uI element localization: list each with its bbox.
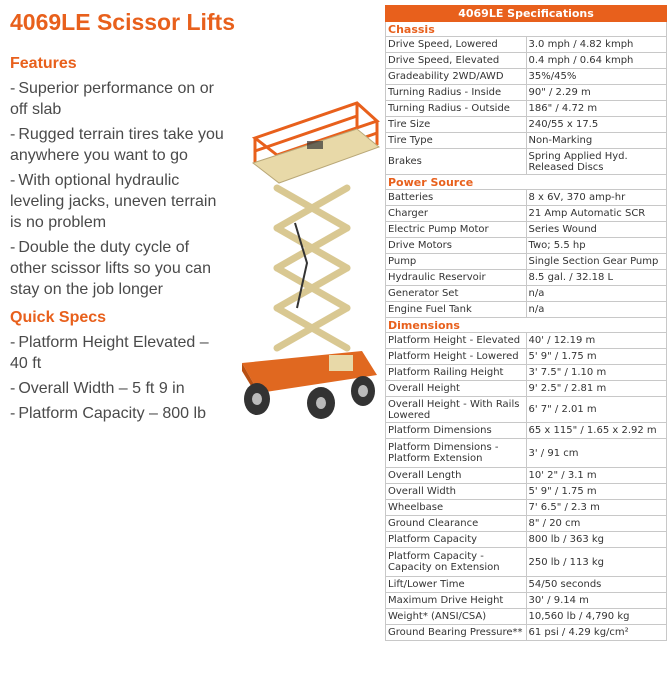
table-row: Overall Height - With Rails Lowered 6' 7" / 2.01 m xyxy=(386,397,667,423)
table-row: Lift/Lower Time 54/50 seconds xyxy=(386,577,667,593)
table-row: Maximum Drive Height 30' / 9.14 m xyxy=(386,593,667,609)
table-row: Overall Height 9' 2.5" / 2.81 m xyxy=(386,381,667,397)
chassis-heading: Chassis xyxy=(386,22,667,37)
table-row: Platform Dimensions 65 x 115" / 1.65 x 2.92 m xyxy=(386,423,667,439)
platform-deck xyxy=(253,129,379,183)
list-item: - Rugged terrain tires take you anywhere you want to go xyxy=(10,126,224,164)
table-row: Batteries 8 x 6V, 370 amp-hr xyxy=(386,190,667,206)
table-row: Brakes Spring Applied Hyd. Released Discs xyxy=(386,149,667,175)
table-row: Drive Speed, Elevated 0.4 mph / 0.64 kmph xyxy=(386,53,667,69)
dimensions-heading: Dimensions xyxy=(386,318,667,333)
features-heading: Features xyxy=(10,55,77,72)
table-row: Wheelbase 7' 6.5" / 2.3 m xyxy=(386,500,667,516)
table-row: Generator Set n/a xyxy=(386,286,667,302)
quickspecs-heading: Quick Specs xyxy=(10,309,107,326)
specifications-table xyxy=(385,5,667,641)
product-intro xyxy=(10,9,235,428)
table-row: Platform Capacity 800 lb / 363 kg xyxy=(386,532,667,548)
table-row: Overall Width 5' 9" / 1.75 m xyxy=(386,484,667,500)
list-item: - Platform Height Elevated – 40 ft xyxy=(10,334,209,372)
table-row: Platform Height - Lowered 5' 9" / 1.75 m xyxy=(386,349,667,365)
list-item: - Platform Capacity – 800 lb xyxy=(10,405,206,422)
table-row: Hydraulic Reservoir 8.5 gal. / 32.18 L xyxy=(386,270,667,286)
table-row: Electric Pump Motor Series Wound xyxy=(386,222,667,238)
list-item: - Double the duty cycle of other scissor lifts so you can stay on the job longer xyxy=(10,239,211,298)
table-row: Platform Railing Height 3' 7.5" / 1.10 m xyxy=(386,365,667,381)
table-row: Tire Size 240/55 x 17.5 xyxy=(386,117,667,133)
table-row: Turning Radius - Inside 90" / 2.29 m xyxy=(386,85,667,101)
list-item: - Overall Width – 5 ft 9 in xyxy=(10,380,185,397)
table-row: Charger 21 Amp Automatic SCR xyxy=(386,206,667,222)
specs-title: 4069LE Specifications xyxy=(386,6,667,22)
table-row: Ground Clearance 8" / 20 cm xyxy=(386,516,667,532)
list-item: - With optional hydraulic leveling jacks, uneven terrain is no problem xyxy=(10,172,217,231)
table-row: Overall Length 10' 2" / 3.1 m xyxy=(386,468,667,484)
quickspecs-list xyxy=(10,332,225,424)
list-item: - Superior performance on or off slab xyxy=(10,80,214,118)
page-title: 4069LE Scissor Lifts xyxy=(10,9,235,35)
table-row: Platform Capacity - Capacity on Extension 250 lb / 113 kg xyxy=(386,548,667,577)
table-row: Platform Height - Elevated 40' / 12.19 m xyxy=(386,333,667,349)
power-heading: Power Source xyxy=(386,175,667,190)
table-row: Drive Motors Two; 5.5 hp xyxy=(386,238,667,254)
table-row: Drive Speed, Lowered 3.0 mph / 4.82 kmph xyxy=(386,37,667,53)
scissor-lift-image xyxy=(237,93,383,423)
table-row: Engine Fuel Tank n/a xyxy=(386,302,667,318)
scissor-arms xyxy=(277,188,347,348)
table-row: Ground Bearing Pressure** 61 psi / 4.29 kg/cm² xyxy=(386,625,667,641)
table-row: Pump Single Section Gear Pump xyxy=(386,254,667,270)
table-row: Gradeability 2WD/AWD 35%/45% xyxy=(386,69,667,85)
table-row: Turning Radius - Outside 186" / 4.72 m xyxy=(386,101,667,117)
table-row: Platform Dimensions - Platform Extension 3' / 91 cm xyxy=(386,439,667,468)
table-row: Tire Type Non-Marking xyxy=(386,133,667,149)
features-list xyxy=(10,78,225,300)
table-row: Weight* (ANSI/CSA) 10,560 lb / 4,790 kg xyxy=(386,609,667,625)
